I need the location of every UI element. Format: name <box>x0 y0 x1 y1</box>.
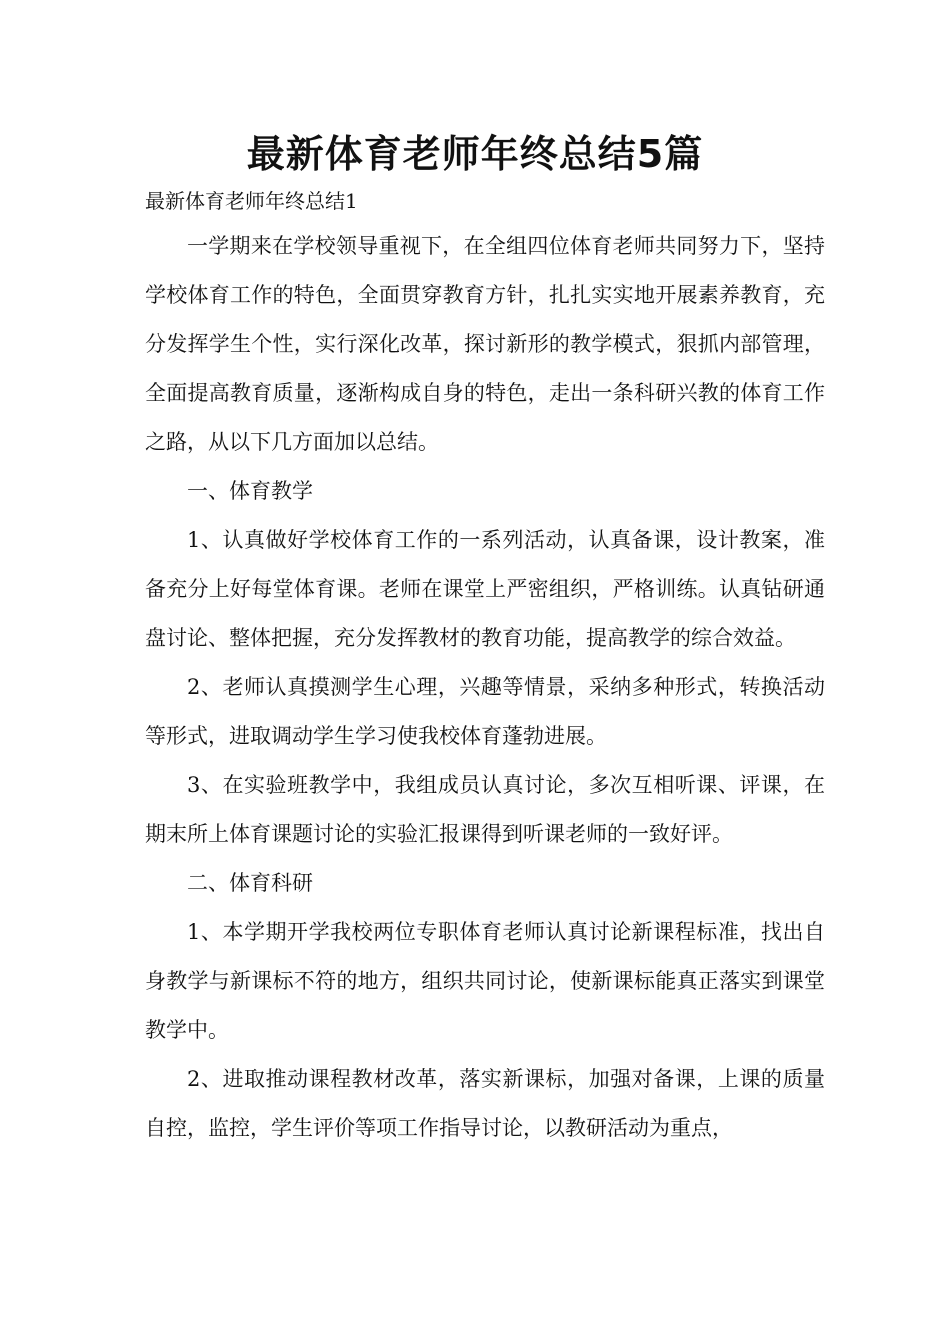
document-body <box>145 184 825 1153</box>
paragraph-teaching-1: 1、认真做好学校体育工作的一系列活动，认真备课，设计教案，准备充分上好每堂体育课。老师在课堂上严密组织，严格训练。认真钻研通盘讨论、整体把握，充分发挥教材的教育功能，提高教学的综合效益。 <box>145 528 825 650</box>
paragraph-research-1: 1、本学期开学我校两位专职体育老师认真讨论新课程标准，找出自身教学与新课标不符的地方，组织共同讨论，使新课标能真正落实到课堂教学中。 <box>145 920 825 1042</box>
paragraph-intro: 一学期来在学校领导重视下，在全组四位体育老师共同努力下，坚持学校体育工作的特色，全面贯穿教育方针，扎扎实实地开展素养教育，充分发挥学生个性，实行深化改革，探讨新形的教学模式，狠抓内部管理，全面提高教育质量，逐渐构成自身的特色，走出一条科研兴教的体育工作之路，从以下几方面加以总结。 <box>145 234 825 454</box>
paragraph-research-2: 2、进取推动课程教材改革，落实新课标，加强对备课，上课的质量自控，监控，学生评价等项工作指导讨论，以教研活动为重点， <box>145 1067 825 1140</box>
section-heading-teaching: 一、体育教学 <box>187 479 313 503</box>
document-title: 最新体育老师年终总结5篇 <box>246 132 704 176</box>
section-subtitle: 最新体育老师年终总结1 <box>145 189 358 213</box>
paragraph-teaching-3: 3、在实验班教学中，我组成员认真讨论，多次互相听课、评课，在期末所上体育课题讨论的实验汇报课得到听课老师的一致好评。 <box>145 773 825 846</box>
paragraph-teaching-2: 2、老师认真摸测学生心理，兴趣等情景，采纳多种形式，转换活动等形式，进取调动学生学习使我校体育蓬勃进展。 <box>145 675 825 748</box>
section-heading-research: 二、体育科研 <box>187 871 313 895</box>
